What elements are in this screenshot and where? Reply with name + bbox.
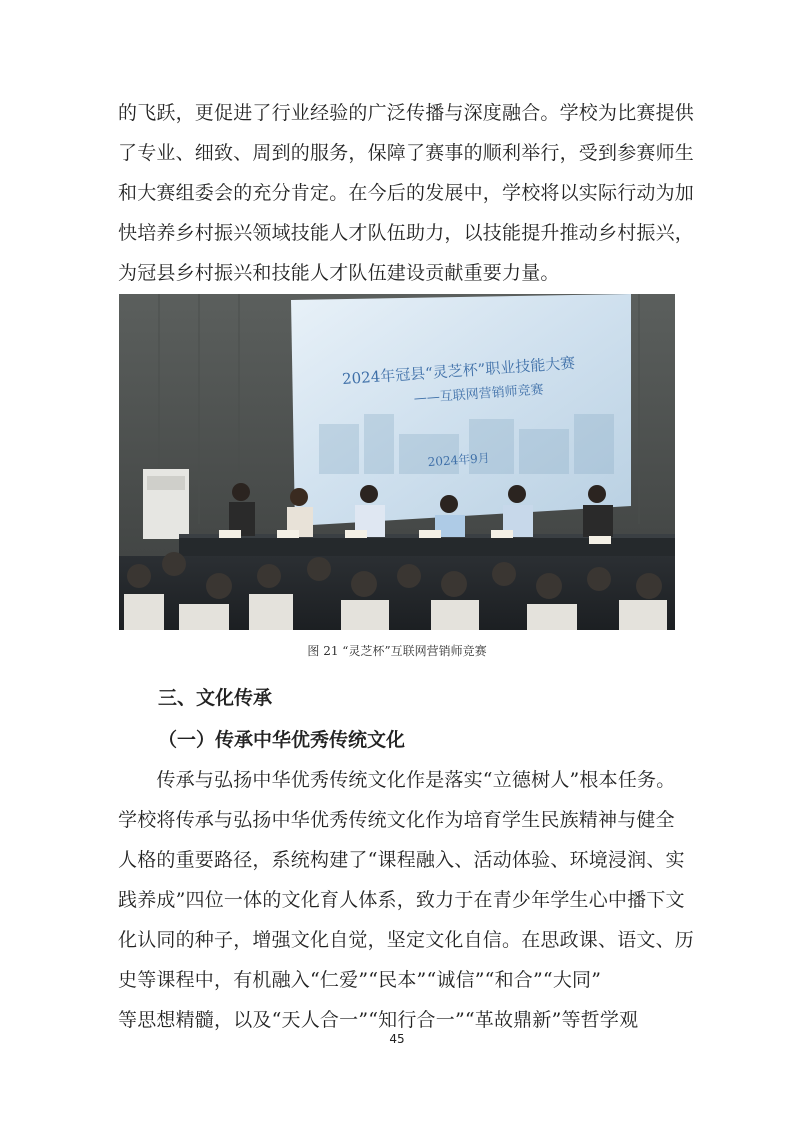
page-number: 45 [389, 1032, 405, 1046]
event-photo-illustration [119, 294, 675, 630]
text-line: 为冠县乡村振兴和技能人才队伍建设贡献重要力量。 [118, 262, 560, 284]
subsection-heading: （一）传承中华优秀传统文化 [158, 729, 406, 751]
text-line: 人格的重要路径，系统构建了“课程融入、活动体验、环境浸润、实 [118, 849, 685, 871]
slide-subtitle: ——互联网营销师竞赛 [413, 382, 545, 407]
top-paragraph [118, 93, 695, 293]
event-photo [119, 294, 675, 630]
slide-title: 2024年冠县“灵芝杯”职业技能大赛 [341, 353, 576, 389]
text-line: 快培养乡村振兴领域技能人才队伍助力，以技能提升推动乡村振兴， [118, 222, 695, 244]
projection-screen [291, 294, 631, 526]
text-line: 践养成”四位一体的文化育人体系，致力于在青少年学生心中播下文 [118, 889, 685, 911]
text-line: 学校将传承与弘扬中华优秀传统文化作为培育学生民族精神与健全 [118, 809, 675, 831]
text-line: 等思想精髓，以及“天人合一”“知行合一”“革故鼎新”等哲学观 [118, 1009, 639, 1031]
text-line: 史等课程中，有机融入“仁爱”“民本”“诚信”“和合”“大同” [118, 969, 602, 991]
figure-caption: 图 21 “灵芝杯”互联网营销师竞赛 [307, 644, 487, 658]
body-paragraph [118, 760, 695, 1040]
text-line: 了专业、细致、周到的服务，保障了赛事的顺利举行，受到参赛师生 [118, 142, 695, 164]
text-line: 的飞跃，更促进了行业经验的广泛传播与深度融合。学校为比赛提供 [118, 102, 695, 124]
text-line: 和大赛组委会的充分肯定。在今后的发展中，学校将以实际行动为加 [118, 182, 695, 204]
slide-date: 2024年9月 [427, 450, 491, 470]
section-heading: 三、文化传承 [158, 687, 273, 709]
text-line: 化认同的种子，增强文化自觉，坚定文化自信。在思政课、语文、历 [118, 929, 695, 951]
text-line: 传承与弘扬中华优秀传统文化作是落实“立德树人”根本任务。 [118, 769, 676, 791]
